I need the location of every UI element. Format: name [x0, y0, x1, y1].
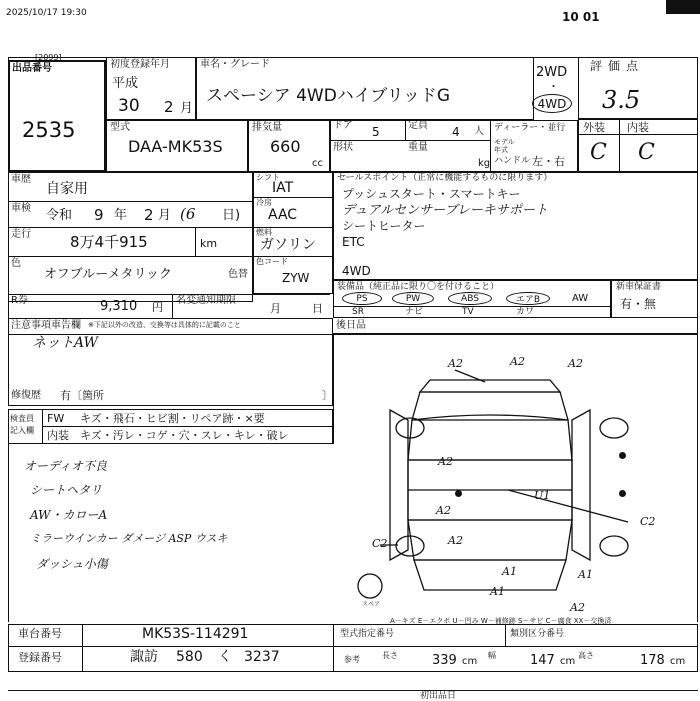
evaluation-label: 評価点 [590, 59, 645, 73]
mark-a1-1: A1 [502, 565, 517, 578]
length-value: 339 [432, 653, 457, 668]
ac-value: AAC [268, 207, 298, 223]
drive-4wd-circled [532, 94, 572, 113]
marker-dot-right-top [619, 452, 626, 459]
notes-text: ネットAW [32, 335, 98, 351]
ref-label: 参考 [344, 655, 360, 664]
color-value: オフブルーメタリック [44, 267, 172, 282]
sales-point-3: シートヒーター [342, 219, 426, 233]
hood-outline [412, 392, 568, 420]
inspection-year: 9 [94, 206, 104, 224]
inspection-month: 2 [144, 206, 154, 224]
frame-number-label: 車台番号 [18, 627, 62, 640]
marker-dot-left [455, 490, 462, 497]
color-code-label: 色コード [256, 257, 288, 266]
registration-year: 30 [118, 96, 140, 116]
evaluation-score: 3.5 [602, 86, 641, 114]
inspector-row2: キズ・汚レ・コゲ・穴・スレ・キレ・破レ [80, 429, 289, 442]
inspector-label: 検査員 記入欄 [10, 414, 34, 435]
right-side-outline [572, 410, 590, 560]
sales-points-label: セールスポイント（正常に機能するものに限ります） [337, 173, 553, 183]
inspector-fw: FW [47, 412, 65, 425]
vehicle-name-label: 車名・グレード [200, 59, 270, 70]
width-unit: cm [560, 656, 576, 667]
hand-note-3: AW・カローA [30, 508, 108, 522]
mark-c2-right: C2 [640, 515, 656, 528]
length-label: 長さ [382, 651, 398, 660]
equip-pw: PW [392, 292, 434, 305]
recycle-label: R券 [11, 295, 28, 306]
damage-legend: A－キズ E－エクボ U－凹み W－補修跡 S－サビ C－腐食 XX－交換済 [390, 617, 612, 625]
shape-label: 形状 [333, 142, 353, 153]
weight-unit: kg [478, 158, 491, 169]
width-value: 147 [530, 653, 555, 668]
mark-a1-3: A1 [490, 585, 505, 598]
doors-value: 5 [372, 125, 380, 139]
displacement-label: 排気量 [252, 122, 282, 133]
inspection-day-unit: 日) [222, 208, 241, 223]
rear-right-wheel [600, 536, 628, 556]
dealer-label: ディーラー・並行 [494, 123, 566, 133]
displacement-unit: cc [312, 158, 323, 169]
model-year-label: モデル 年式 [494, 138, 515, 154]
model-value: DAA-MK53S [128, 137, 223, 156]
ac-label: 冷房 [256, 198, 272, 207]
hand-note-2: シートヘタリ [30, 483, 103, 497]
top-corner-block [666, 0, 700, 14]
mark-a2-6: A2 [448, 534, 463, 547]
recycle-value: 9,310 [100, 299, 138, 314]
plate-class: 580 [176, 649, 203, 665]
mark-a2-7: A2 [570, 601, 585, 614]
equip-aw: AW [572, 293, 589, 304]
top-right-fragment: 10 01 [562, 10, 600, 24]
rear-glass-outline [408, 520, 572, 560]
plate-label: 登録番号 [18, 651, 62, 664]
plate-kana: く [218, 649, 232, 665]
mark-a2-2: A2 [510, 355, 525, 368]
later-label: 後日品 [336, 320, 366, 331]
weight-label: 重量 [408, 142, 428, 153]
mark-c2-left: C2 [372, 537, 388, 550]
rear-left-wheel [396, 536, 424, 556]
repair-value: 有〔箇所 [60, 389, 104, 402]
shift-value: IAT [272, 180, 294, 196]
hand-note-4: ミラーウインカー ダメージ ASP ウスキ [30, 532, 228, 545]
shift-label: シフト [256, 173, 280, 182]
notes-sublabel: ※下記以外の改造、交換等は具体的に記載のこと [88, 321, 241, 329]
width-label: 幅 [488, 651, 496, 660]
inspector-row1: キズ・飛石・ヒビ割・リペア跡・×要 [80, 412, 265, 425]
history-value: 自家用 [46, 181, 88, 197]
lot-code: [2099] [35, 53, 62, 62]
inspection-month-unit: 月 [158, 208, 172, 223]
sales-point-2: デュアルセンサーブレーキサポート [342, 203, 548, 218]
history-label: 車歴 [11, 174, 31, 185]
notice-label: 名変通知期限 [176, 295, 236, 306]
handle-value: 左・右 [532, 155, 565, 168]
fuel-value: ガソリン [260, 237, 316, 253]
recycle-unit: 円 [152, 301, 163, 314]
lot-label: 出品番号 [12, 63, 52, 74]
height-unit: cm [670, 656, 686, 667]
fuel-label: 燃料 [256, 228, 272, 237]
displacement-value: 660 [270, 137, 301, 156]
spare-label: スペア [362, 601, 381, 608]
marker-dot-right [619, 490, 626, 497]
lot-box [8, 60, 106, 172]
mileage-label: 走行 [11, 229, 31, 240]
mark-a2-1: A2 [448, 357, 463, 370]
drive-2wd: 2WD [536, 65, 568, 80]
equip-abs: ABS [448, 292, 492, 305]
sales-point-5: 4WD [342, 264, 371, 278]
vehicle-name: スペーシア 4WDハイブリッドG [206, 86, 451, 106]
plate-area: 諏訪 [130, 649, 158, 665]
warranty-label: 新車保証書 [616, 282, 662, 292]
warranty-value: 有・無 [620, 297, 657, 311]
drive-dot: ・ [548, 80, 559, 93]
mileage-value: 8万4千915 [70, 233, 148, 251]
mileage-unit: km [200, 237, 218, 250]
color-label: 色 [11, 258, 21, 269]
exterior-label: 外装 [583, 121, 605, 134]
model-cert-label: 型式指定番号 [340, 629, 395, 639]
notice-day: 日 [312, 302, 323, 315]
equip-sr: SR [352, 307, 364, 317]
capacity-label: 定員 [408, 120, 428, 131]
windshield-outline [408, 415, 572, 460]
repair-close: 〕 [322, 389, 333, 402]
equipment-label: 装備品（純正品に限り〇を付けること） [337, 282, 500, 292]
category-label: 類別区分番号 [510, 629, 565, 639]
inspection-label: 車検 [11, 203, 31, 214]
inspection-day: (6 [180, 205, 196, 223]
front-bumper-outline [420, 380, 560, 392]
inspector-interior-label: 内装 [47, 429, 69, 442]
handle-label: ハンドル [494, 156, 531, 166]
leader-c2 [508, 490, 628, 522]
front-right-wheel [600, 418, 628, 438]
length-unit: cm [462, 656, 478, 667]
exterior-grade: C [590, 140, 607, 165]
equip-tv: TV [462, 307, 474, 317]
equip-leather: カワ [516, 307, 535, 317]
height-label: 高さ [578, 651, 594, 660]
equip-ps: PS [342, 292, 382, 305]
mark-u1: U1 [534, 489, 551, 502]
mark-a2-5: A2 [436, 504, 451, 517]
timestamp: 2025/10/17 19:30 [6, 8, 87, 18]
equip-airbag: エアB [506, 292, 550, 305]
notes-box [8, 318, 333, 406]
capacity-unit: 人 [474, 126, 484, 137]
drive-4wd: 4WD [537, 96, 567, 111]
color-change-label: 色替 [228, 269, 248, 280]
inspection-era: 令和 [46, 208, 73, 223]
mark-a1-2: A1 [578, 568, 593, 581]
spare-tire [358, 574, 382, 598]
hand-note-1: オーディオ不良 [24, 459, 108, 473]
mark-a2-4: A2 [438, 455, 453, 468]
bottom-fragment: 初出品日 [420, 691, 457, 701]
capacity-value: 4 [452, 125, 460, 139]
registration-month: 2 [164, 98, 174, 116]
registration-label: 初度登録年月 [110, 59, 170, 70]
doors-label: ドア [333, 120, 353, 131]
frame-number: MK53S-114291 [142, 626, 249, 642]
mark-a2-3: A2 [568, 357, 583, 370]
repair-label: 修復歴 [11, 390, 41, 401]
interior-label: 内装 [627, 121, 649, 134]
height-value: 178 [640, 653, 665, 668]
notice-month: 月 [270, 302, 281, 315]
inspection-year-unit: 年 [114, 208, 128, 223]
hand-note-5: ダッシュ小傷 [36, 557, 108, 571]
registration-month-unit: 月 [180, 101, 194, 116]
interior-grade: C [638, 140, 655, 165]
plate-number: 3237 [244, 649, 280, 665]
left-side-outline [390, 410, 408, 560]
sales-point-4: ETC [342, 235, 365, 249]
registration-era: 平成 [112, 76, 139, 91]
color-code-value: ZYW [282, 271, 310, 285]
sales-point-1: プッシュスタート・スマートキー [342, 187, 521, 201]
car-damage-diagram [350, 350, 695, 610]
equip-navi: ナビ [405, 307, 424, 317]
model-label: 型式 [110, 122, 130, 133]
notes-label: 注意事項車告欄 [11, 320, 81, 331]
lot-number: 2535 [22, 118, 76, 142]
